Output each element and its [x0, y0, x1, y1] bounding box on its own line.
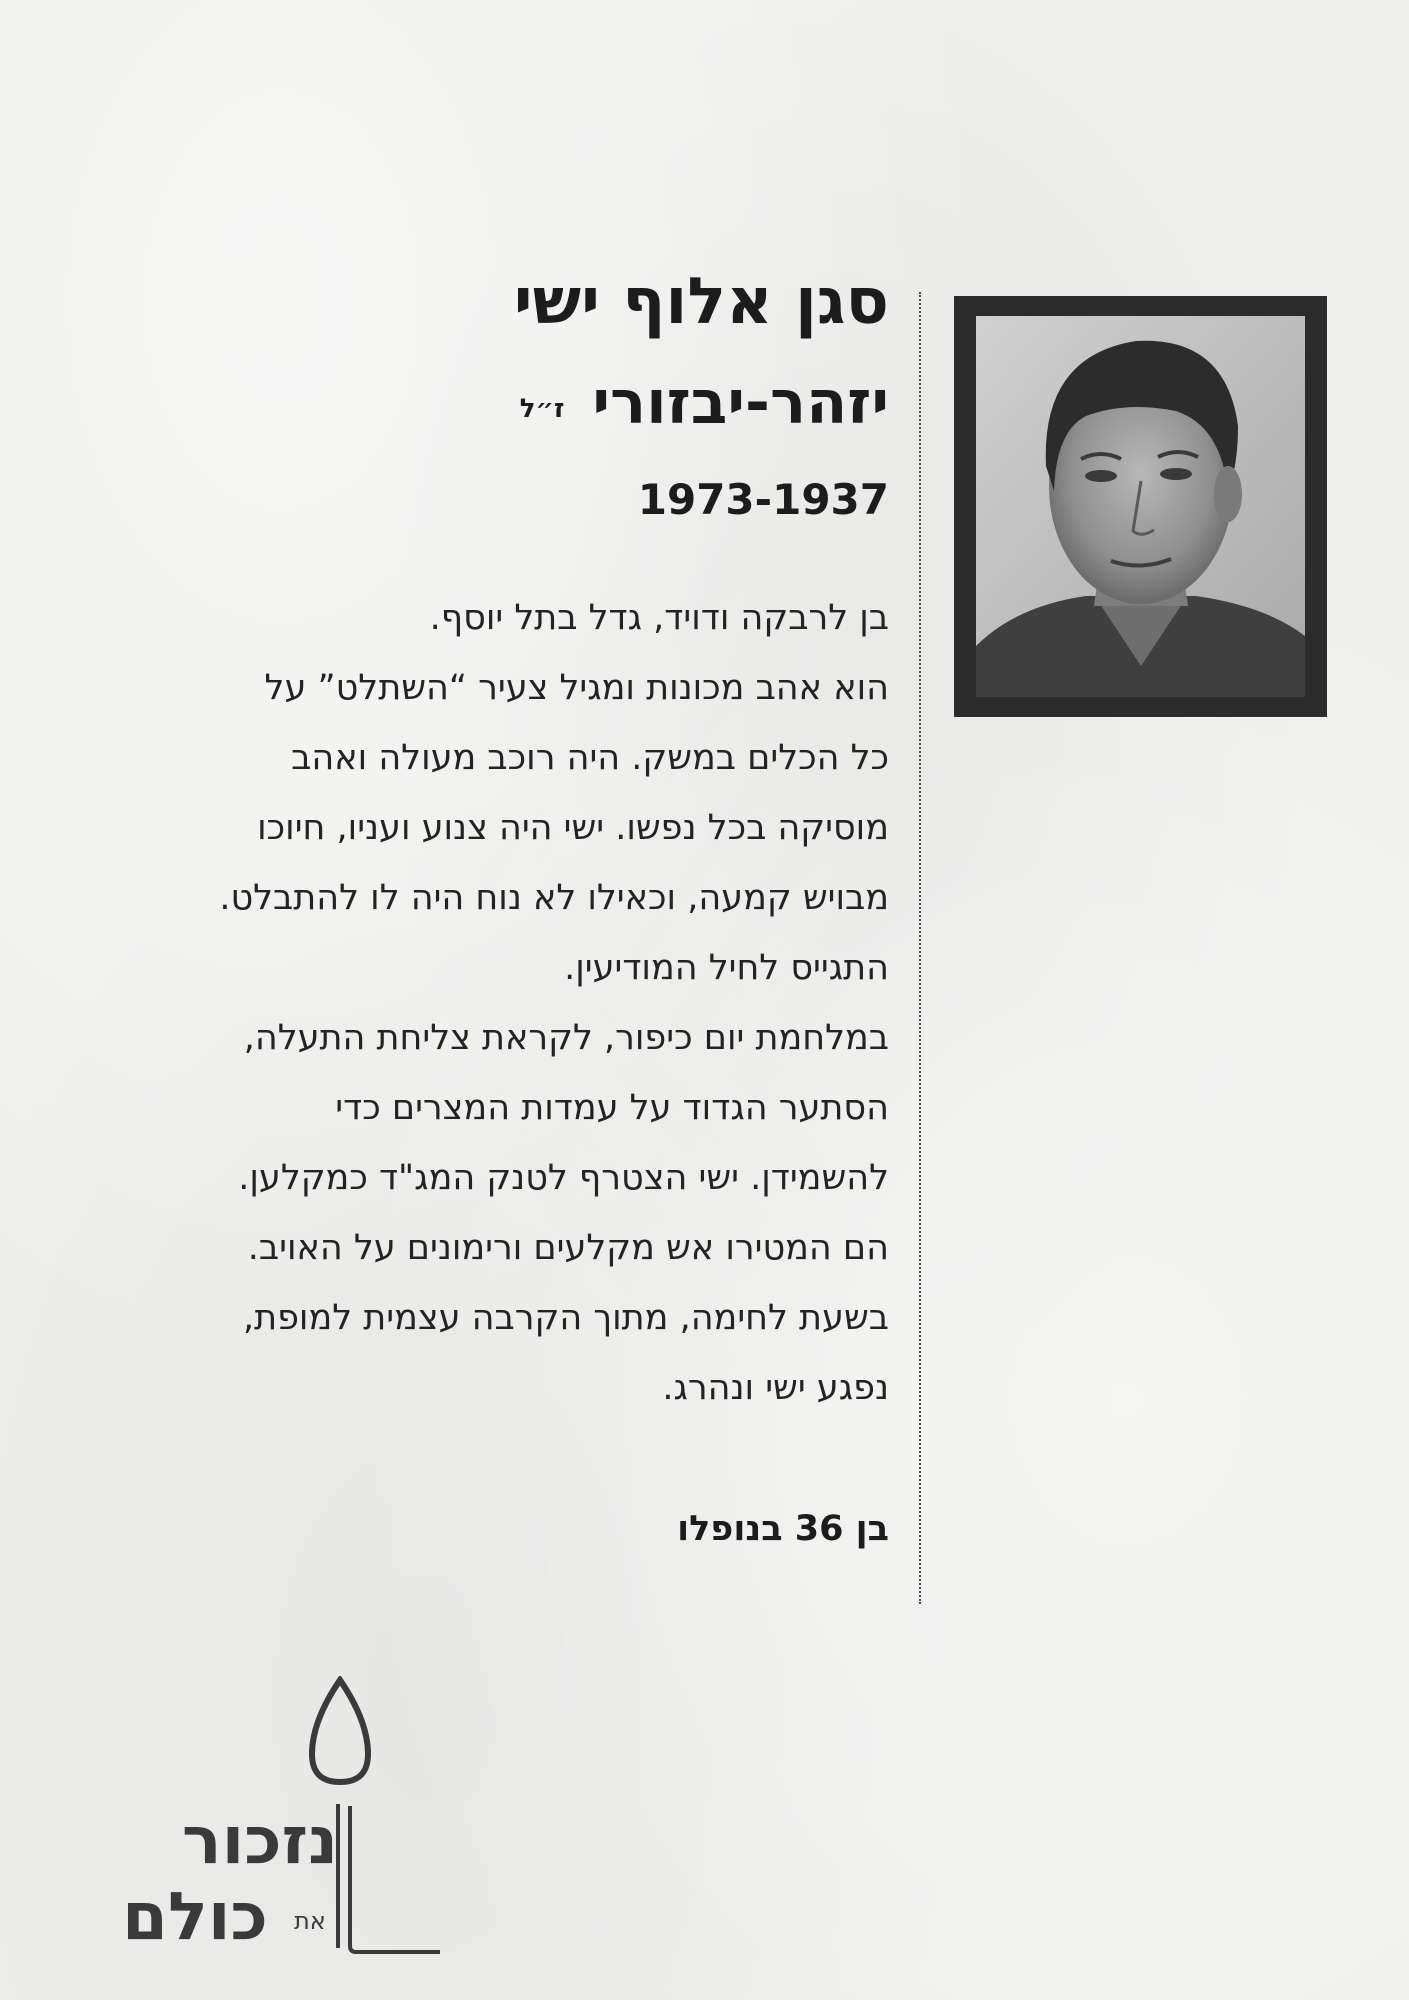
bio-line: להשמידן. ישי הצטרף לטנק המג"ד כמקלען.	[238, 1158, 889, 1198]
logo-word-remember: נזכור	[181, 1802, 338, 1879]
bio-line: נפגע ישי ונהרג.	[662, 1368, 889, 1408]
logo-word-et: את	[294, 1907, 326, 1935]
bio-line: בשעת לחימה, מתוך הקרבה עצמית למופת,	[242, 1298, 889, 1338]
bio-line: במלחמת יום כיפור, לקראת צליחת התעלה,	[243, 1018, 889, 1058]
bio-line: כל הכלים במשק. היה רוכב מעולה ואהב	[291, 738, 889, 778]
bio-line: הסתער הגדוד על עמדות המצרים כדי	[335, 1088, 889, 1128]
bio-line: הוא אהב מכונות ומגיל צעיר “השתלט” על	[264, 668, 889, 708]
surname: יזהר-יבזורי	[592, 368, 889, 438]
life-years: 1973-1937	[637, 475, 889, 524]
surname-line	[329, 363, 889, 443]
dotted-divider	[919, 292, 921, 1604]
bio-line: בן לרבקה ודויד, גדל בתל יוסף.	[429, 598, 889, 638]
bio-line: מוסיקה בכל נפשו. ישי היה צנוע ועניו, חיוכו	[257, 808, 889, 848]
portrait-photo	[976, 316, 1305, 697]
honorific: ז״ל	[519, 394, 565, 424]
bio-line: הם המטירו אש מקלעים ורימונים על האויב.	[247, 1228, 889, 1268]
bio-line: התגייס לחיל המודיעין.	[564, 948, 889, 988]
photo-frame	[954, 296, 1327, 717]
remember-them-all-logo	[118, 1676, 458, 1966]
logo-word-all: כולם	[122, 1878, 268, 1955]
page-title: סגן אלוף ישי	[513, 265, 889, 339]
age-at-death: בן 36 בנופלו	[677, 1509, 889, 1549]
biography	[129, 583, 889, 1423]
bio-line: מבויש קמעה, וכאילו לא נוח היה לו להתבלט.	[219, 878, 889, 918]
